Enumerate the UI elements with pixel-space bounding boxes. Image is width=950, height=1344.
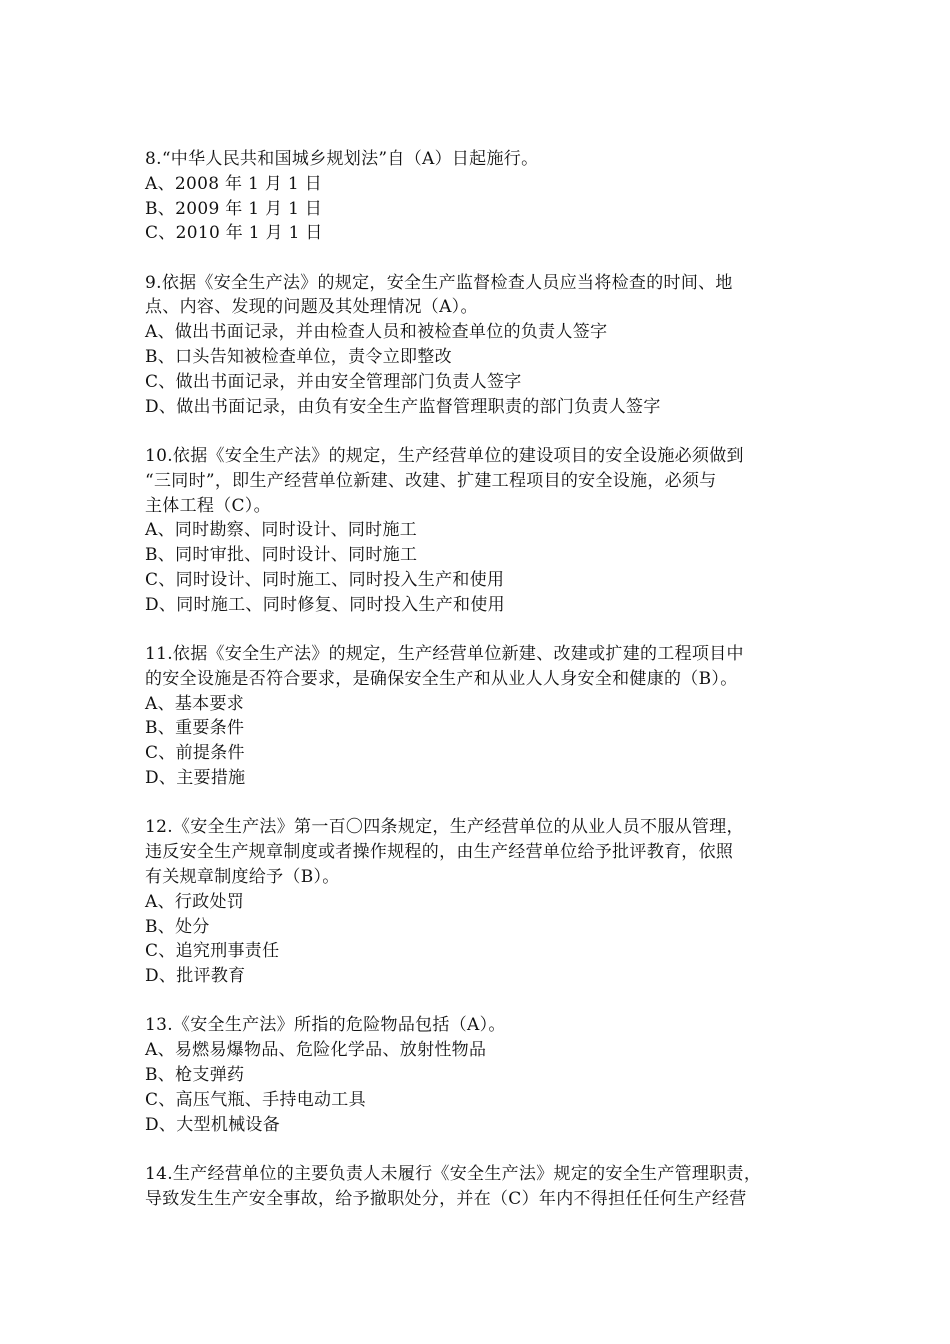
option-b: B、处分 xyxy=(145,916,210,937)
question-stem: 9.依据《安全生产法》的规定，安全生产监督检查人员应当将检查的时间、地 xyxy=(145,272,733,293)
option-d: D、同时施工、同时修复、同时投入生产和使用 xyxy=(145,594,505,615)
question-stem: 10.依据《安全生产法》的规定，生产经营单位的建设项目的安全设施必须做到 xyxy=(145,445,744,466)
question-stem: 点、内容、发现的问题及其处理情况（A）。 xyxy=(145,297,478,318)
question-stem: 导致发生生产安全事故，给予撤职处分，并在（C）年内不得担任任何生产经营 xyxy=(145,1188,747,1209)
question-12 xyxy=(145,815,815,989)
question-stem: 13.《安全生产法》所指的危险物品包括（A）。 xyxy=(145,1015,506,1036)
option-d: D、批评教育 xyxy=(145,966,246,987)
question-stem: 8.“中华人民共和国城乡规划法”自（A）日起施行。 xyxy=(145,149,539,169)
option-b: B、重要条件 xyxy=(145,718,245,739)
option-a: A、同时勘察、同时设计、同时施工 xyxy=(145,520,418,541)
question-stem: 主体工程（C）。 xyxy=(145,495,271,516)
question-stem: “三同时”，即生产经营单位新建、改建、扩建工程项目的安全设施，必须与 xyxy=(145,470,717,491)
option-b: B、同时审批、同时设计、同时施工 xyxy=(145,545,418,566)
option-a: A、做出书面记录，并由检查人员和被检查单位的负责人签字 xyxy=(145,322,608,343)
option-c: C、追究刑事责任 xyxy=(145,941,280,962)
option-b: B、2009 年 1 月 1 日 xyxy=(145,198,323,219)
option-c: C、同时设计、同时施工、同时投入生产和使用 xyxy=(145,569,505,590)
question-stem: 14.生产经营单位的主要负责人未履行《安全生产法》规定的安全生产管理职责， xyxy=(145,1163,762,1184)
question-13 xyxy=(145,1013,815,1137)
question-stem: 的安全设施是否符合要求，是确保安全生产和从业人人身安全和健康的（B）。 xyxy=(145,668,738,689)
option-c: C、前提条件 xyxy=(145,743,245,764)
question-stem: 有关规章制度给予（B）。 xyxy=(145,866,340,887)
option-b: B、枪支弹药 xyxy=(145,1065,245,1085)
document-page xyxy=(145,147,815,1236)
question-11 xyxy=(145,642,815,791)
option-d: D、主要措施 xyxy=(145,768,246,789)
option-a: A、易燃易爆物品、危险化学品、放射性物品 xyxy=(145,1040,487,1061)
question-9 xyxy=(145,271,815,420)
option-d: D、大型机械设备 xyxy=(145,1114,281,1135)
option-c: C、2010 年 1 月 1 日 xyxy=(145,223,323,244)
question-14 xyxy=(145,1162,815,1212)
option-a: A、基本要求 xyxy=(145,693,245,714)
question-stem: 12.《安全生产法》第一百〇四条规定，生产经营单位的从业人员不服从管理， xyxy=(145,817,744,838)
question-10 xyxy=(145,444,815,618)
question-stem: 违反安全生产规章制度或者操作规程的，由生产经营单位给予批评教育，依照 xyxy=(145,842,734,863)
option-a: A、行政处罚 xyxy=(145,891,245,912)
option-b: B、口头告知被检查单位，责令立即整改 xyxy=(145,347,452,368)
option-a: A、2008 年 1 月 1 日 xyxy=(145,173,322,194)
option-c: C、高压气瓶、手持电动工具 xyxy=(145,1089,366,1110)
option-d: D、做出书面记录，由负有安全生产监督管理职责的部门负责人签字 xyxy=(145,396,661,417)
option-c: C、做出书面记录，并由安全管理部门负责人签字 xyxy=(145,371,522,392)
question-8 xyxy=(145,147,815,246)
question-stem: 11.依据《安全生产法》的规定，生产经营单位新建、改建或扩建的工程项目中 xyxy=(145,644,744,665)
